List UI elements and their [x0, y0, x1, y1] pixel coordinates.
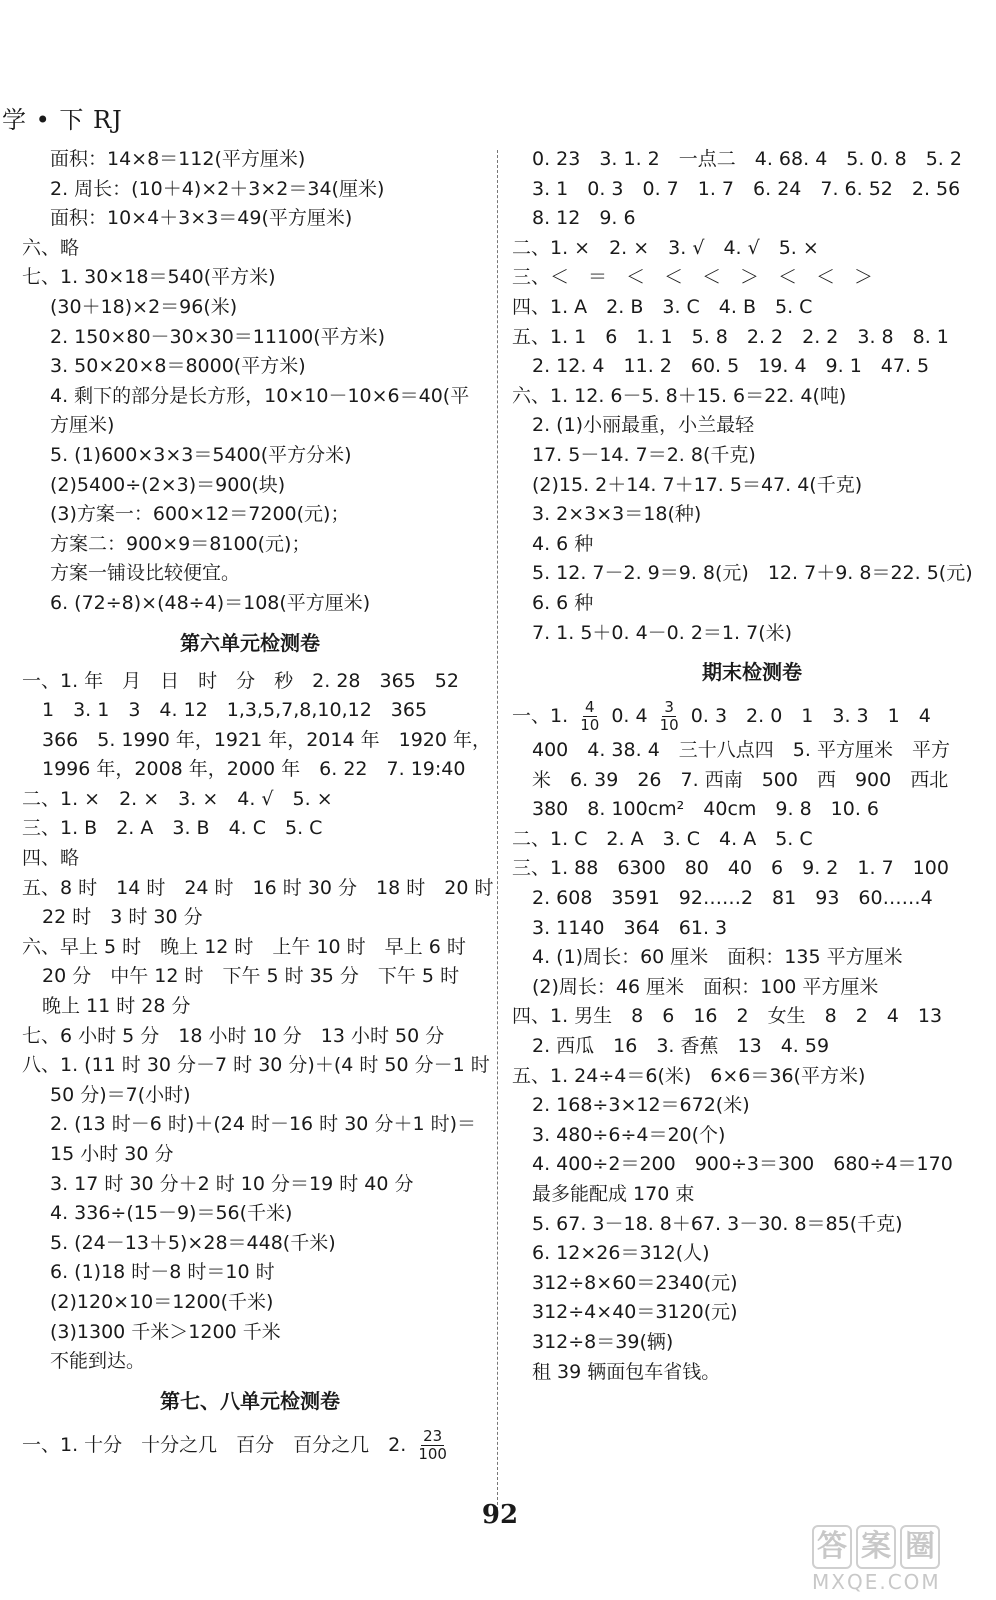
answer-text: 一、1. 十分 十分之几 百分 百分之几 2. — [22, 1433, 407, 1456]
answer-line: 312÷4×40＝3120(元) — [532, 1301, 738, 1324]
answer-line: 方案一铺设比较便宜。 — [50, 562, 241, 585]
answer-line: 4. 剩下的部分是长方形，10×10－10×6＝40(平 — [50, 384, 470, 407]
answer-line: 2. (13 时－6 时)＋(24 时－16 时 30 分＋1 时)＝ — [50, 1113, 476, 1136]
answer-line: 2. 168÷3×12＝672(米) — [532, 1094, 750, 1117]
fraction — [416, 1428, 449, 1463]
answer-line: 面积：10×4＋3×3＝49(平方厘米) — [50, 207, 353, 230]
answer-line: 22 时 3 时 30 分 — [42, 906, 203, 929]
answer-line: (30＋18)×2＝96(米) — [50, 295, 238, 318]
answer-line: 八、1. (11 时 30 分－7 时 30 分)＋(4 时 50 分－1 时 — [22, 1054, 490, 1077]
fraction — [578, 699, 601, 734]
answer-line: 四、1. A 2. B 3. C 4. B 5. C — [512, 295, 813, 318]
answer-line — [22, 1425, 502, 1465]
answer-line: 3. 480÷6÷4＝20(个) — [532, 1123, 726, 1146]
answer-line: 租 39 辆面包车省钱。 — [532, 1360, 721, 1383]
answer-text: 0. 3 2. 0 1 3. 3 1 4 — [690, 705, 931, 728]
book-header: 学 • 下 RJ — [2, 106, 123, 134]
answer-line: 3. 1140 364 61. 3 — [532, 916, 728, 939]
section-title-final-exam: 期末检测卷 — [702, 660, 802, 685]
answer-line: (2)120×10＝1200(千米) — [50, 1290, 274, 1313]
watermark-char: 答 — [812, 1525, 852, 1569]
answer-line: 50 分)＝7(小时) — [50, 1083, 191, 1106]
answer-line: 312÷8＝39(辆) — [532, 1330, 674, 1353]
fraction — [658, 699, 681, 734]
answer-text: 0. 4 — [611, 705, 648, 728]
right-column — [512, 145, 992, 1387]
answer-line: (2)5400÷(2×3)＝900(块) — [50, 473, 286, 496]
answer-line: 6. (1)18 时－8 时＝10 时 — [50, 1261, 275, 1284]
answer-line: 晚上 11 时 28 分 — [42, 995, 191, 1018]
left-column — [22, 145, 502, 1465]
answer-line: 5. 12. 7－2. 9＝9. 8(元) 12. 7＋9. 8＝22. 5(元) — [532, 562, 973, 585]
answer-line: 四、略 — [22, 847, 80, 870]
answer-line: 3. 50×20×8＝8000(平方米) — [50, 355, 306, 378]
answer-line: 最多能配成 170 束 — [532, 1183, 695, 1205]
answer-line: 3. 1 0. 3 0. 7 1. 7 6. 24 7. 6. 52 2. 56 — [532, 177, 961, 200]
fraction-denominator: 10 — [580, 716, 600, 735]
answer-line: 六、早上 5 时 晚上 12 时 上午 10 时 早上 6 时 — [22, 935, 466, 958]
section-title-unit6: 第六单元检测卷 — [180, 630, 320, 655]
answer-line: 4. 336÷(15－9)＝56(千米) — [50, 1202, 293, 1225]
answer-line: 5. (1)600×3×3＝5400(平方分米) — [50, 443, 352, 466]
watermark-logo — [812, 1525, 992, 1595]
answer-line: 三、1. B 2. A 3. B 4. C 5. C — [22, 817, 323, 840]
answer-line: 二、1. × 2. × 3. × 4. √ 5. × — [22, 787, 333, 810]
answer-line: 七、1. 30×18＝540(平方米) — [22, 266, 276, 289]
watermark-char: 案 — [856, 1525, 896, 1569]
answer-line: 六、略 — [22, 236, 80, 259]
fraction-numerator: 3 — [664, 698, 674, 717]
watermark-char: 圈 — [900, 1525, 940, 1569]
answer-text: 一、1. — [512, 705, 569, 728]
answer-line: 二、1. × 2. × 3. √ 4. √ 5. × — [512, 236, 819, 259]
answer-line: 三、＜ ＝ ＜ ＜ ＜ ＞ ＜ ＜ ＞ — [512, 266, 874, 289]
answer-line: 不能到达。 — [50, 1350, 146, 1373]
answer-line: 4. (1)周长：60 厘米 面积：135 平方厘米 — [532, 946, 903, 969]
answer-line: 3. 17 时 30 分＋2 时 10 分＝19 时 40 分 — [50, 1172, 414, 1195]
answer-line: 2. 150×80－30×30＝11100(平方米) — [50, 325, 386, 348]
answer-line: 1996 年，2008 年，2000 年 6. 22 7. 19:40 — [42, 758, 466, 781]
answer-line: 2. 12. 4 11. 2 60. 5 19. 4 9. 1 47. 5 — [532, 355, 930, 378]
answer-line: 312÷8×60＝2340(元) — [532, 1271, 738, 1294]
answer-line: 五、1. 1 6 1. 1 5. 8 2. 2 2. 2 3. 8 8. 1 — [512, 325, 949, 348]
answer-line: 2. 608 3591 92……2 81 93 60……4 — [532, 887, 933, 910]
answer-line: 七、6 小时 5 分 18 小时 10 分 13 小时 50 分 — [22, 1024, 445, 1047]
answer-line: 米 6. 39 26 7. 西南 500 西 900 西北 — [532, 768, 949, 791]
answer-line: 17. 5－14. 7＝2. 8(千克) — [532, 443, 756, 466]
fraction-numerator: 23 — [423, 1426, 443, 1445]
answer-line: (2)15. 2＋14. 7＋17. 5＝47. 4(千克) — [532, 473, 863, 496]
answer-line: 三、1. 88 6300 80 40 6 9. 2 1. 7 100 — [512, 857, 949, 880]
answer-line: 3. 2×3×3＝18(种) — [532, 503, 702, 526]
answer-line: 6. 6 种 — [532, 591, 594, 614]
answer-line: 7. 1. 5＋0. 4－0. 2＝1. 7(米) — [532, 621, 793, 644]
answer-line: (2)周长：46 厘米 面积：100 平方厘米 — [532, 975, 879, 998]
answer-line: 366 5. 1990 年，1921 年，2014 年 1920 年， — [42, 728, 492, 751]
answer-line: 面积：14×8＝112(平方厘米) — [50, 148, 306, 170]
answer-line: 5. (24－13＋5)×28＝448(千米) — [50, 1231, 336, 1254]
answer-line: 二、1. C 2. A 3. C 4. A 5. C — [512, 827, 813, 850]
answer-line: 六、1. 12. 6－5. 8＋15. 6＝22. 4(吨) — [512, 384, 847, 407]
answer-line: 20 分 中午 12 时 下午 5 时 35 分 下午 5 时 — [42, 965, 460, 988]
answer-line — [512, 696, 992, 736]
answer-line: 6. 12×26＝312(人) — [532, 1242, 710, 1265]
answer-line: 400 4. 38. 4 三十八点四 5. 平方厘米 平方 — [532, 739, 950, 762]
answer-line: 五、8 时 14 时 24 时 16 时 30 分 18 时 20 时 — [22, 876, 494, 899]
answer-line: (3)1300 千米＞1200 千米 — [50, 1320, 281, 1343]
watermark-url: MXQE.COM — [812, 1570, 941, 1594]
section-title-unit78: 第七、八单元检测卷 — [160, 1388, 340, 1413]
answer-line: 6. (72÷8)×(48÷4)＝108(平方厘米) — [50, 591, 371, 614]
answer-line: (3)方案一：600×12＝7200(元)； — [50, 503, 350, 526]
fraction-denominator: 100 — [418, 1444, 447, 1463]
answer-line: 5. 67. 3－18. 8＋67. 3－30. 8＝85(千克) — [532, 1212, 903, 1235]
answer-line: 一、1. 年 月 日 时 分 秒 2. 28 365 52 — [22, 669, 459, 692]
fraction-denominator: 10 — [659, 716, 679, 735]
answer-line: 五、1. 24÷4＝6(米) 6×6＝36(平方米) — [512, 1064, 866, 1087]
answer-line: 四、1. 男生 8 6 16 2 女生 8 2 4 13 — [512, 1005, 943, 1028]
answer-line: 0. 23 3. 1. 2 一点二 4. 68. 4 5. 0. 8 5. 2 — [532, 148, 962, 170]
page-number: 92 — [481, 1500, 519, 1530]
answer-line: 2. 西瓜 16 3. 香蕉 13 4. 59 — [532, 1035, 830, 1058]
watermark-characters — [812, 1525, 992, 1569]
answer-line: 8. 12 9. 6 — [532, 207, 636, 230]
answer-line: 4. 6 种 — [532, 532, 594, 555]
answer-line: 4. 400÷2＝200 900÷3＝300 680÷4＝170 — [532, 1153, 953, 1176]
answer-line: 2. (1)小丽最重，小兰最轻 — [532, 414, 755, 437]
fraction-numerator: 4 — [584, 698, 595, 717]
answer-line: 方厘米) — [50, 414, 115, 437]
answer-line: 2. 周长：(10＋4)×2＋3×2＝34(厘米) — [50, 177, 385, 200]
answer-line: 380 8. 100cm² 40cm 9. 8 10. 6 — [532, 798, 880, 821]
answer-line: 1 3. 1 3 4. 12 1,3,5,7,8,10,12 365 — [42, 699, 428, 722]
answer-line: 15 小时 30 分 — [50, 1143, 174, 1165]
answer-line: 方案二：900×9＝8100(元)； — [50, 532, 311, 555]
